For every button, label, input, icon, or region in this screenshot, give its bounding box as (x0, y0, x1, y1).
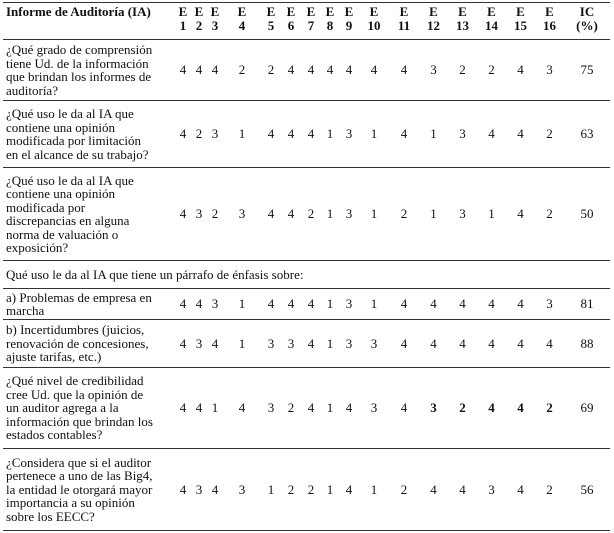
column-header-e6 (281, 3, 301, 40)
column-header-line1: E (325, 4, 335, 19)
question-line: a) Problemas de empresa en (6, 289, 152, 305)
score-cell-e3: 3 (207, 101, 223, 168)
column-header-line2: 11 (397, 18, 411, 33)
question-line: sobre los EECC? (6, 508, 95, 524)
score-cell-e14: 3 (477, 449, 506, 531)
score-cell-e9: 3 (339, 289, 359, 320)
question-line: pertenece a uno de las Big4, (6, 468, 153, 484)
score-cell-e6: 4 (281, 40, 301, 101)
score-cell-e8: 1 (321, 368, 339, 449)
score-cell-e6: 4 (281, 289, 301, 320)
score-cell-e2: 4 (191, 40, 207, 101)
question-line: modificada por limitación (6, 133, 142, 148)
score-cell-e12: 4 (419, 449, 448, 531)
score-cell-e7: 4 (301, 101, 321, 168)
score-cell-e16: 2 (535, 101, 564, 168)
score-cell-e9: 4 (339, 368, 359, 449)
column-header-line1: E (210, 4, 220, 19)
column-header-e2 (191, 3, 207, 40)
question-line: en el alcance de su trabajo? (6, 146, 149, 162)
column-header-e8 (321, 3, 339, 40)
table-row (3, 449, 610, 531)
score-cell-e16: 3 (535, 289, 564, 320)
score-cell-e14: 4 (477, 368, 506, 449)
column-header-line1: E (344, 4, 354, 19)
score-cell-e15: 4 (506, 101, 535, 168)
question-cell (3, 320, 175, 368)
score-cell-e16: 2 (535, 368, 564, 449)
score-cell-e11: 4 (389, 320, 419, 368)
score-cell-e15: 4 (506, 40, 535, 101)
score-cell-e12: 1 (419, 101, 448, 168)
score-cell-e4: 1 (223, 320, 261, 368)
ic-cell: 88 (564, 320, 610, 368)
score-cell-e6: 3 (281, 320, 301, 368)
ic-cell: 63 (564, 101, 610, 168)
score-cell-e7: 4 (301, 40, 321, 101)
score-cell-e10: 3 (359, 320, 389, 368)
score-cell-e15: 4 (506, 289, 535, 320)
question-cell (3, 101, 175, 168)
column-header-line2: 4 (238, 18, 246, 33)
column-header-line2: 3 (211, 18, 219, 33)
score-cell-e2: 3 (191, 449, 207, 531)
score-cell-e13: 4 (448, 289, 477, 320)
score-cell-e13: 3 (448, 101, 477, 168)
column-header-line1: E (286, 4, 296, 19)
score-cell-e3: 4 (207, 320, 223, 368)
score-cell-e1: 4 (175, 168, 191, 261)
score-cell-e7: 2 (301, 449, 321, 531)
column-header-e14 (477, 3, 506, 40)
score-cell-e8: 1 (321, 449, 339, 531)
column-header-line2: 7 (307, 18, 315, 33)
column-header-line2: 16 (543, 18, 556, 33)
column-header-line1: E (458, 4, 467, 19)
column-header-line1: E (306, 4, 316, 19)
score-cell-e6: 4 (281, 101, 301, 168)
column-header-line1: E (194, 4, 204, 19)
ic-cell: 50 (564, 168, 610, 261)
score-cell-e5: 2 (261, 40, 281, 101)
column-header-line1: E (369, 4, 379, 19)
score-cell-e6: 2 (281, 368, 301, 449)
table-row (3, 368, 610, 449)
question-line: ¿Considera que si el auditor (6, 454, 152, 470)
column-header-line2: 10 (367, 18, 381, 33)
score-cell-e1: 4 (175, 101, 191, 168)
column-header-e5 (261, 3, 281, 40)
score-cell-e14: 1 (477, 168, 506, 261)
column-header-e4 (223, 3, 261, 40)
question-line: contiene una opinión (6, 186, 116, 201)
score-cell-e6: 2 (281, 449, 301, 531)
score-cell-e12: 3 (419, 40, 448, 101)
ic-cell: 56 (564, 449, 610, 531)
score-cell-e13: 2 (448, 40, 477, 101)
score-cell-e3: 4 (207, 40, 223, 101)
column-header-line1: E (178, 4, 188, 19)
score-cell-e10: 1 (359, 449, 389, 531)
score-cell-e8: 1 (321, 289, 339, 320)
score-cell-e16: 2 (535, 449, 564, 531)
column-header-line2: 5 (267, 18, 275, 33)
score-cell-e11: 4 (389, 289, 419, 320)
score-cell-e5: 4 (261, 101, 281, 168)
score-cell-e2: 4 (191, 289, 207, 320)
audit-survey-table (3, 2, 610, 531)
score-cell-e16: 2 (535, 168, 564, 261)
column-header-ic (564, 3, 610, 40)
score-cell-e5: 3 (261, 368, 281, 449)
score-cell-e15: 4 (506, 168, 535, 261)
question-line: contiene una opinión (6, 119, 116, 135)
question-line: modificada por (6, 199, 86, 215)
score-cell-e13: 2 (448, 368, 477, 449)
score-cell-e11: 4 (389, 368, 419, 449)
question-line: estados contables? (6, 427, 103, 443)
score-cell-e2: 3 (191, 320, 207, 368)
column-header-line1: IC (579, 4, 595, 19)
score-cell-e9: 4 (339, 449, 359, 531)
column-header-line1: E (516, 4, 525, 19)
question-line: discrepancias en alguna (6, 213, 130, 228)
question-line: un auditor agrega a la (6, 400, 119, 416)
column-header-line1: E (399, 4, 409, 19)
header-row (3, 3, 610, 40)
score-cell-e3: 4 (207, 449, 223, 531)
question-cell (3, 40, 175, 101)
column-header-line1: E (266, 4, 276, 19)
score-cell-e2: 2 (191, 101, 207, 168)
score-cell-e4: 4 (223, 368, 261, 449)
score-cell-e7: 4 (301, 320, 321, 368)
column-header-e1 (175, 3, 191, 40)
column-header-e10 (359, 3, 389, 40)
score-cell-e15: 4 (506, 449, 535, 531)
question-line: ¿Qué uso le da al IA que (6, 106, 134, 121)
column-header-line2: 15 (514, 18, 527, 33)
column-header-line2: 1 (179, 18, 187, 33)
score-cell-e1: 4 (175, 320, 191, 368)
question-line: ajuste tarifas, etc.) (6, 349, 102, 365)
column-header-e7 (301, 3, 321, 40)
score-cell-e13: 3 (448, 168, 477, 261)
score-cell-e10: 4 (359, 40, 389, 101)
column-header-line2: 2 (195, 18, 203, 33)
question-line: la entidad le otorgará mayor (6, 481, 153, 497)
column-header-e13 (448, 3, 477, 40)
score-cell-e16: 3 (535, 40, 564, 101)
score-cell-e8: 1 (321, 168, 339, 261)
question-line: cree Ud. que la opinión de (6, 386, 144, 402)
score-cell-e12: 4 (419, 320, 448, 368)
column-header-e15 (506, 3, 535, 40)
question-line: ¿Qué nivel de credibilidad (6, 373, 144, 389)
ic-cell: 75 (564, 40, 610, 101)
score-cell-e6: 4 (281, 168, 301, 261)
question-line: ¿Qué uso le da al IA que (6, 172, 134, 188)
score-cell-e7: 2 (301, 168, 321, 261)
score-cell-e9: 3 (339, 168, 359, 261)
score-cell-e3: 2 (207, 168, 223, 261)
column-header-e3 (207, 3, 223, 40)
column-header-line2: 13 (456, 18, 469, 33)
score-cell-e5: 3 (261, 320, 281, 368)
score-cell-e9: 3 (339, 101, 359, 168)
question-line: b) Incertidumbres (juicios, (6, 322, 145, 338)
question-cell (3, 168, 175, 261)
column-header-line2: (%) (576, 18, 598, 33)
column-header-line2: 14 (485, 18, 498, 33)
score-cell-e4: 3 (223, 168, 261, 261)
table-row (3, 40, 610, 101)
table-title: Informe de Auditoría (IA) (3, 3, 175, 40)
score-cell-e2: 3 (191, 168, 207, 261)
question-line: importancia a su opinión (6, 495, 135, 511)
table-row (3, 168, 610, 261)
question-cell (3, 289, 175, 320)
column-header-line1: E (487, 4, 496, 19)
question-line: que brindan los informes de (6, 69, 152, 84)
score-cell-e1: 4 (175, 40, 191, 101)
column-header-line1: E (237, 4, 247, 19)
score-cell-e11: 2 (389, 449, 419, 531)
score-cell-e3: 1 (207, 368, 223, 449)
score-cell-e9: 3 (339, 320, 359, 368)
table-row (3, 101, 610, 168)
score-cell-e14: 4 (477, 320, 506, 368)
ic-cell: 81 (564, 289, 610, 320)
score-cell-e4: 2 (223, 40, 261, 101)
score-cell-e14: 4 (477, 289, 506, 320)
question-line: marcha (6, 303, 45, 318)
question-cell (3, 449, 175, 531)
score-cell-e15: 4 (506, 320, 535, 368)
column-header-e9 (339, 3, 359, 40)
score-cell-e8: 4 (321, 40, 339, 101)
question-line: información que brindan los (6, 413, 153, 429)
score-cell-e13: 4 (448, 320, 477, 368)
question-line: exposición? (6, 240, 69, 255)
column-header-line2: 9 (345, 18, 353, 33)
table-row (3, 320, 610, 368)
score-cell-e12: 1 (419, 168, 448, 261)
score-cell-e16: 4 (535, 320, 564, 368)
section-heading: Qué uso le da al IA que tiene un párrafo de énfasis sobre: (3, 261, 610, 289)
score-cell-e4: 1 (223, 289, 261, 320)
score-cell-e1: 4 (175, 289, 191, 320)
score-cell-e9: 4 (339, 40, 359, 101)
question-line: norma de valuación o (6, 226, 119, 242)
question-cell (3, 368, 175, 449)
score-cell-e7: 4 (301, 289, 321, 320)
score-cell-e12: 3 (419, 368, 448, 449)
question-line: tiene Ud. de la información (6, 55, 149, 71)
score-cell-e14: 2 (477, 40, 506, 101)
score-cell-e10: 3 (359, 368, 389, 449)
score-cell-e10: 1 (359, 101, 389, 168)
ic-cell: 69 (564, 368, 610, 449)
score-cell-e12: 4 (419, 289, 448, 320)
section-heading-row (3, 261, 610, 289)
score-cell-e14: 4 (477, 101, 506, 168)
score-cell-e7: 4 (301, 368, 321, 449)
score-cell-e5: 4 (261, 168, 281, 261)
column-header-line2: 12 (427, 18, 440, 33)
column-header-line1: E (429, 4, 438, 19)
score-cell-e10: 1 (359, 168, 389, 261)
score-cell-e11: 4 (389, 40, 419, 101)
column-header-e16 (535, 3, 564, 40)
score-cell-e4: 1 (223, 101, 261, 168)
score-cell-e11: 4 (389, 101, 419, 168)
table-row (3, 289, 610, 320)
score-cell-e8: 1 (321, 320, 339, 368)
score-cell-e13: 4 (448, 449, 477, 531)
score-cell-e1: 4 (175, 368, 191, 449)
score-cell-e1: 4 (175, 449, 191, 531)
score-cell-e2: 4 (191, 368, 207, 449)
column-header-e12 (419, 3, 448, 40)
question-line: ¿Qué grado de comprensión (6, 42, 153, 57)
column-header-line2: 8 (326, 18, 334, 33)
score-cell-e4: 3 (223, 449, 261, 531)
column-header-line1: E (545, 4, 554, 19)
score-cell-e10: 1 (359, 289, 389, 320)
column-header-line2: 6 (287, 18, 295, 33)
score-cell-e5: 1 (261, 449, 281, 531)
column-header-e11 (389, 3, 419, 40)
score-cell-e5: 4 (261, 289, 281, 320)
score-cell-e3: 3 (207, 289, 223, 320)
question-line: renovación de concesiones, (6, 335, 149, 351)
score-cell-e8: 1 (321, 101, 339, 168)
score-cell-e15: 4 (506, 368, 535, 449)
question-line: auditoría? (6, 82, 58, 98)
score-cell-e11: 2 (389, 168, 419, 261)
